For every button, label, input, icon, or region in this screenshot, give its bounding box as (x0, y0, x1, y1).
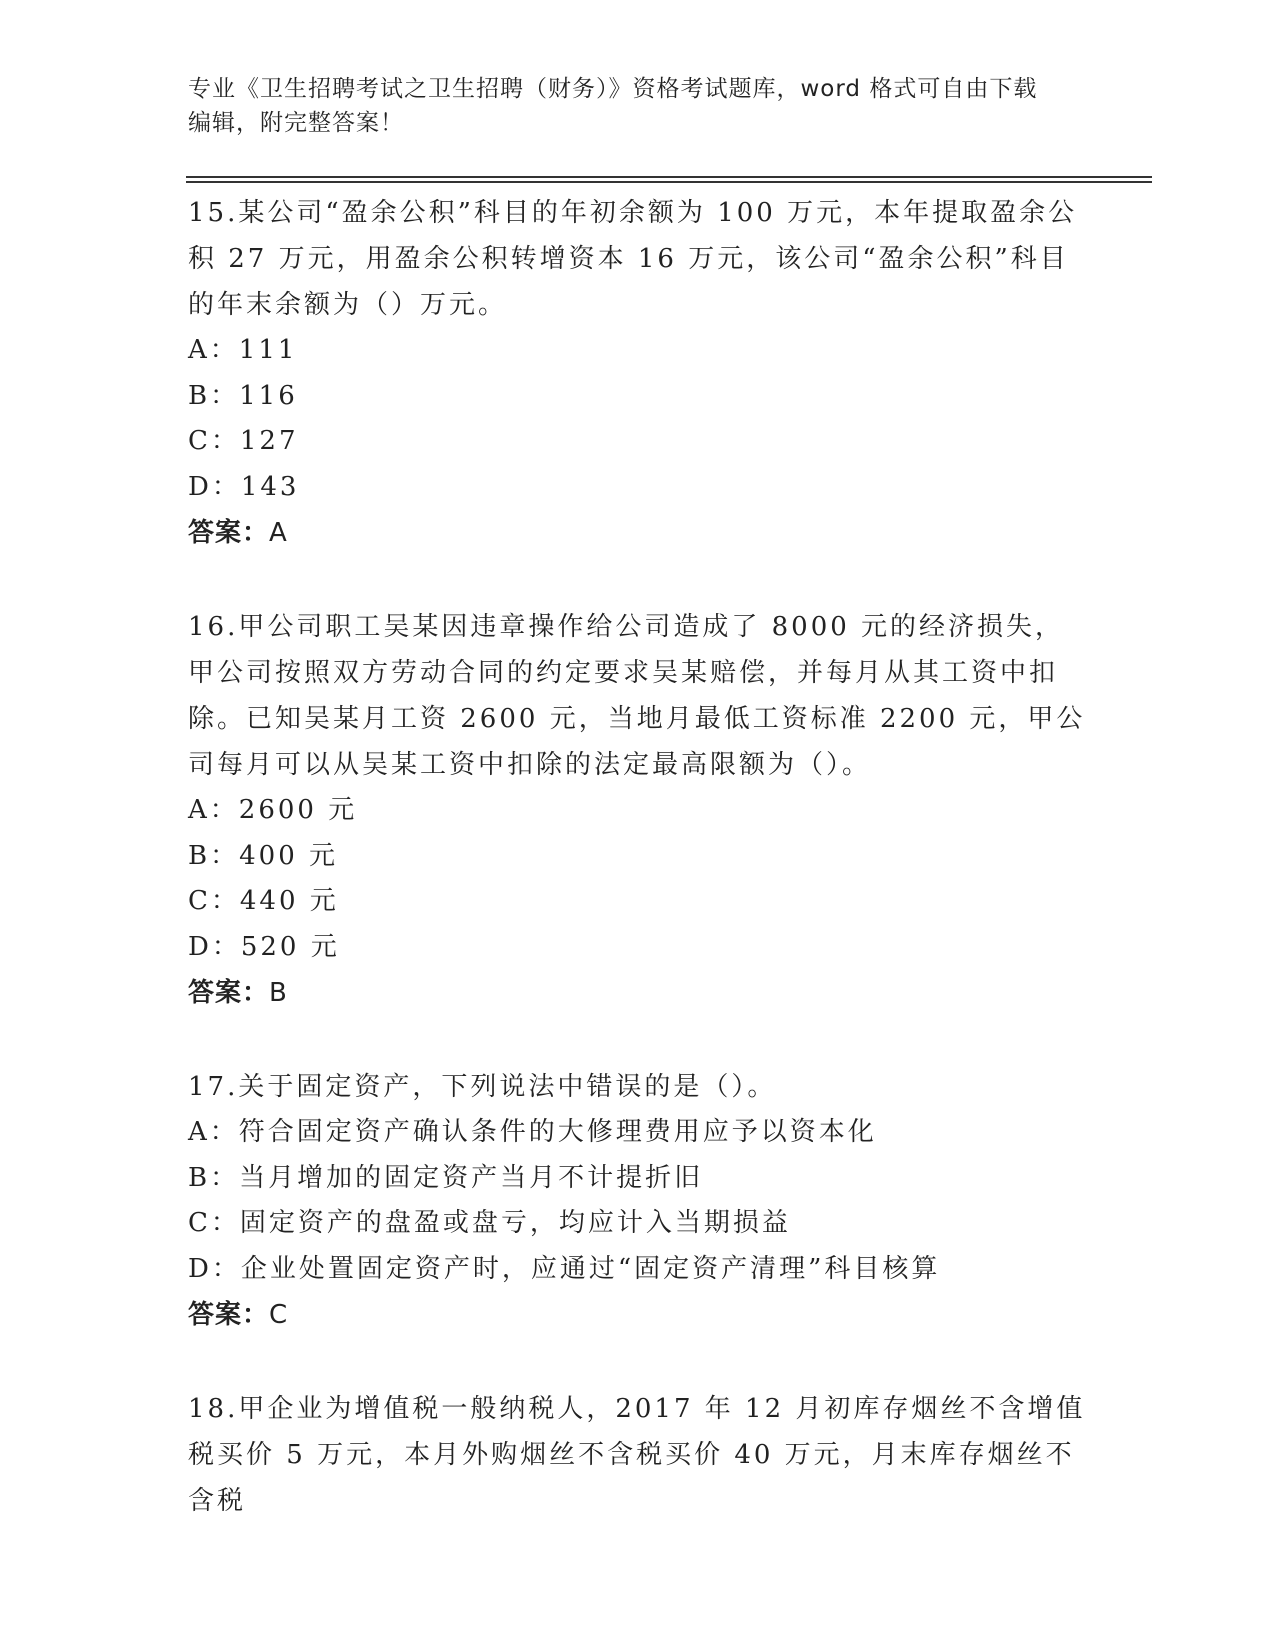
answer-label: 答案： (188, 1300, 270, 1330)
document-header (188, 72, 1088, 140)
header-divider-top (186, 176, 1152, 178)
question-stem: 16.甲公司职工吴某因违章操作给公司造成了 8000 元的经济损失，甲公司按照双方劳动合同的约定要求吴某赔偿，并每月从其工资中扣除。已知吴某月工资 2600 元，当地月最低工资标准 2200 元，甲公司每月可以从吴某工资中扣除的法定最高限额为（）。 (188, 612, 1086, 780)
answer-label: 答案： (188, 978, 270, 1008)
option-b: B：400 元 (188, 840, 338, 871)
option-c: C：127 (188, 426, 299, 456)
answer-value: B (269, 978, 288, 1008)
answer-line (188, 1292, 1088, 1338)
header-divider-bottom (186, 181, 1152, 183)
question-17 (188, 1064, 1088, 1338)
question-16 (188, 604, 1088, 1016)
option-b: B：116 (188, 380, 298, 411)
option-d: D：企业处置固定资产时，应通过“固定资产清理”科目核算 (188, 1253, 941, 1284)
option-c: C：固定资产的盘盈或盘亏，均应计入当期损益 (188, 1208, 791, 1238)
option-d: D：520 元 (188, 931, 340, 962)
answer-label: 答案： (188, 518, 270, 548)
question-stem: 17.关于固定资产，下列说法中错误的是（）。 (188, 1072, 777, 1102)
question-stem: 18.甲企业为增值税一般纳税人，2017 年 12 月初库存烟丝不含增值税买价 5 万元，本月外购烟丝不含税买价 40 万元，月末库存烟丝不含税 (188, 1394, 1086, 1516)
answer-value: A (269, 518, 288, 548)
question-18 (188, 1386, 1088, 1524)
header-line-2: 编辑，附完整答案！ (188, 110, 404, 136)
question-stem: 15.某公司“盈余公积”科目的年初余额为 100 万元，本年提取盈余公积 27 万元，用盈余公积转增资本 16 万元，该公司“盈余公积”科目的年末余额为（）万元。 (188, 198, 1078, 320)
question-list (188, 190, 1088, 1572)
answer-value: C (269, 1300, 289, 1330)
option-a: A：符合固定资产确认条件的大修理费用应予以资本化 (188, 1117, 877, 1147)
answer-line (188, 510, 1088, 556)
option-d: D：143 (188, 471, 300, 502)
question-15 (188, 190, 1088, 556)
option-a: A：2600 元 (188, 795, 358, 825)
option-b: B：当月增加的固定资产当月不计提折旧 (188, 1162, 704, 1193)
header-line-1: 专业《卫生招聘考试之卫生招聘（财务）》资格考试题库，word 格式可自由下载 (188, 76, 1038, 102)
option-list (188, 1110, 1088, 1292)
option-c: C：440 元 (188, 886, 339, 916)
answer-line (188, 970, 1088, 1016)
option-list (188, 788, 1088, 970)
option-list (188, 328, 1088, 510)
option-a: A：111 (188, 335, 298, 365)
